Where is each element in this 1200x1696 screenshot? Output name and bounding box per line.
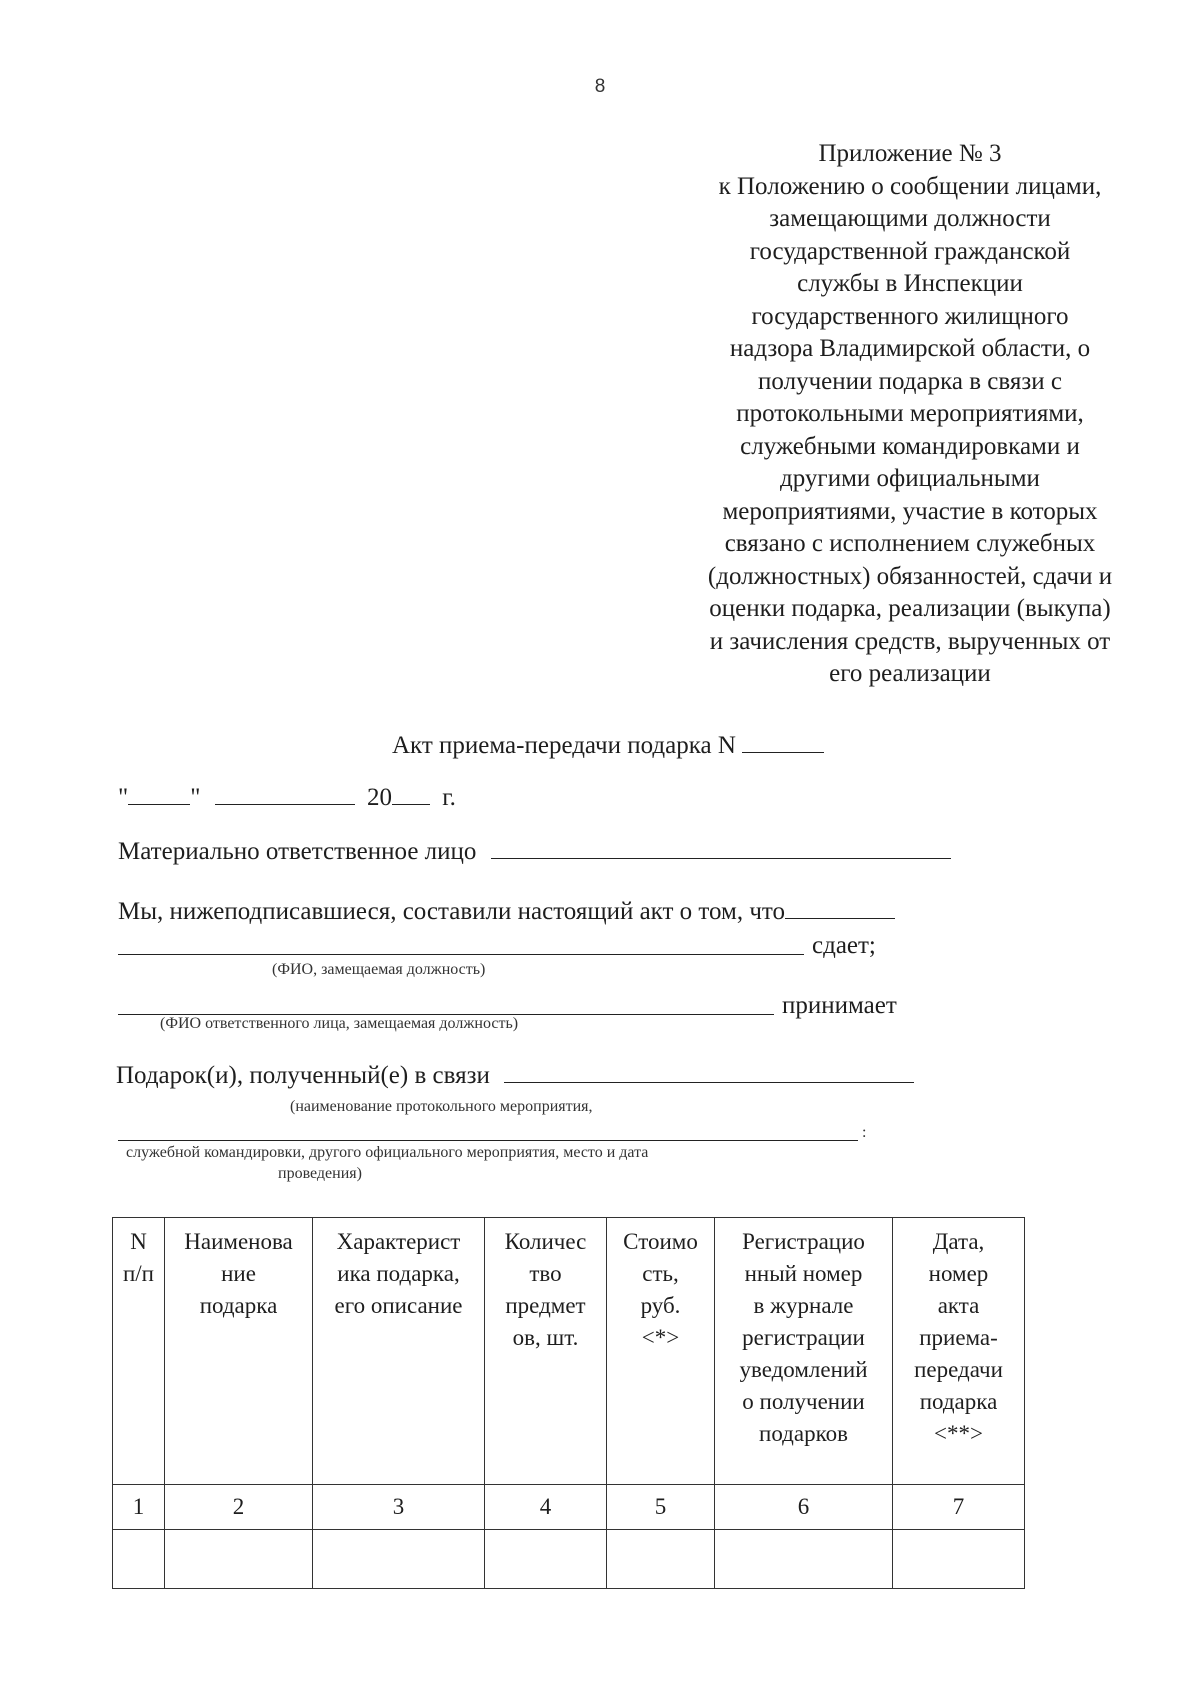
column-number: 5 [607,1485,715,1530]
column-number: 2 [165,1485,313,1530]
table-header-cell [607,1218,715,1485]
annex-line: оценки подарка, реализации (выкупа) [709,595,1111,622]
header-number: N п/п [122,1229,154,1286]
annex-line: другими официальными [780,465,1040,492]
statement-blank[interactable] [785,899,895,919]
event-colon: : [862,1124,867,1141]
table-header-cell [165,1218,313,1485]
table-header-cell [893,1218,1025,1485]
responsible-label: Материально ответственное лицо [118,838,477,865]
gift-table [112,1217,1025,1589]
responsible-person-blank[interactable] [491,839,951,859]
statement-text: Мы, нижеподписавшиеся, составили настоящий акт о том, что [118,898,786,925]
annex-line: его реализации [829,660,991,687]
annex-line: государственной гражданской [749,237,1071,265]
annex-line: связано с исполнением служебных [724,530,1096,557]
date-day-blank[interactable] [128,785,190,805]
annex-line: службы в Инспекции [797,270,1023,297]
date-year-prefix: 20 [366,784,392,811]
gifts-label: Подарок(и), полученный(е) в связи [116,1062,490,1089]
annex-line: получении подарка в связи с [758,367,1062,395]
table-header-row [113,1218,1025,1485]
responsible-person-line [118,838,951,866]
table-numbering-row [113,1485,1025,1530]
header-act-date-number: Дата, номер акта приема- передачи подарка <**> [914,1229,1003,1446]
hands-over-label: сдает; [812,932,876,959]
annex-line: и зачисления средств, вырученных от [709,627,1111,655]
act-title-text: Акт приема-передачи подарка N [392,732,736,759]
act-number-blank[interactable] [742,733,824,753]
table-header-cell [715,1218,893,1485]
table-cell[interactable] [113,1530,165,1589]
date-year-blank[interactable] [392,785,430,805]
date-quote-open: " [118,784,129,811]
table-header-cell [313,1218,485,1485]
column-number: 1 [113,1485,165,1530]
accepts-caption: (ФИО ответственного лица, замещаемая должность) [160,1015,519,1032]
gifts-line [116,1062,914,1090]
hands-over-caption: (ФИО, замещаемая должность) [272,961,486,978]
annex-line: Приложение № 3 [818,140,1002,167]
header-gift-name: Наименова ние подарка [184,1229,293,1318]
table-cell[interactable] [485,1530,607,1589]
hands-over-blank[interactable] [118,954,804,955]
header-registration-number: Регистрацио нный номер в журнале регистрации уведомлений о получении подарков [739,1229,868,1446]
column-number: 7 [893,1485,1025,1530]
annex-line: мероприятиями, участие в которых [722,497,1098,525]
annex-line: государственного жилищного [751,302,1069,330]
header-cost: Стоимо сть, руб. <*> [623,1229,698,1350]
accepts-label: принимает [782,992,897,1019]
event-caption-1: (наименование протокольного мероприятия, [290,1098,593,1115]
act-date-line [118,784,456,812]
table-header-cell [485,1218,607,1485]
statement-line [118,898,895,926]
column-number: 6 [715,1485,893,1530]
act-title [392,732,824,760]
annex-header [660,138,1160,691]
date-year-suffix: г. [442,784,456,811]
event-caption-2: служебной командировки, другого официального мероприятия, место и дата [126,1144,649,1161]
table-header-cell [113,1218,165,1485]
header-quantity: Количес тво предмет ов, шт. [504,1229,587,1350]
annex-line: (должностных) обязанностей, сдачи и [707,562,1113,590]
annex-line: замещающими должности [769,205,1051,232]
page-number: 8 [594,76,606,97]
gifts-event-blank[interactable] [504,1063,914,1083]
date-month-blank[interactable] [215,785,355,805]
table-cell[interactable] [607,1530,715,1589]
column-number: 4 [485,1485,607,1530]
annex-line: протокольными мероприятиями, [736,400,1084,427]
date-quote-close: " [190,784,201,811]
table-row [113,1530,1025,1589]
event-caption-3: проведения) [278,1165,362,1182]
table-cell[interactable] [715,1530,893,1589]
table-cell[interactable] [313,1530,485,1589]
annex-line: к Положению о сообщении лицами, [718,172,1102,200]
annex-line: служебными командировками и [740,432,1080,460]
table-cell[interactable] [893,1530,1025,1589]
column-number: 3 [313,1485,485,1530]
event-details-blank[interactable] [118,1140,858,1141]
header-gift-description: Характерист ика подарка, его описание [334,1229,463,1318]
table-cell[interactable] [165,1530,313,1589]
annex-line: надзора Владимирской области, о [729,335,1091,362]
